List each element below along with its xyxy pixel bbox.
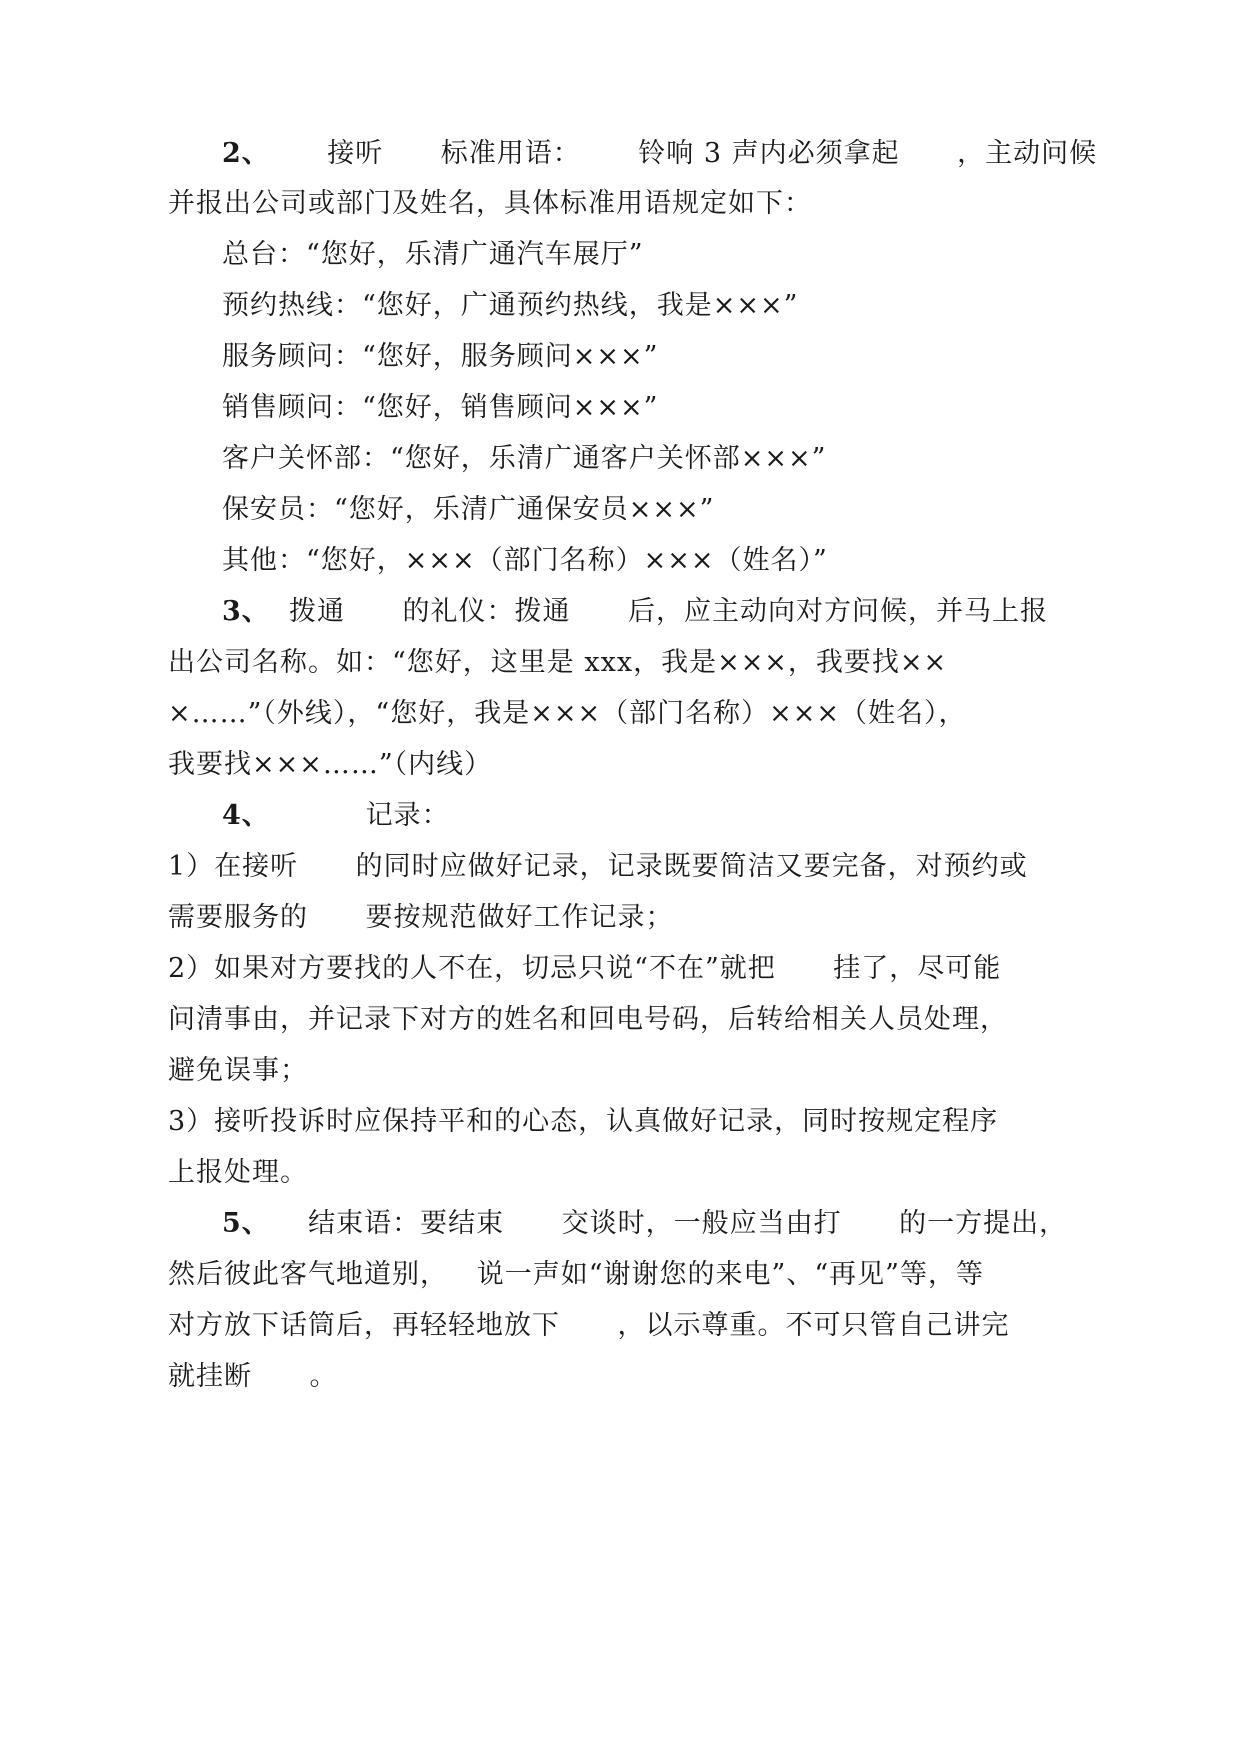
section-5-line-3: 对方放下话筒后，再轻轻地放下 ，以示尊重。不可只管自己讲完	[168, 1310, 1010, 1341]
section-5-line-2: 然后彼此客气地道别， 说一声如“谢谢您的来电”、“再见”等，等	[168, 1259, 984, 1290]
record-item-2-line-3: 避免误事；	[168, 1055, 308, 1086]
greeting-customer-care: 客户关怀部：“您好，乐清广通客户关怀部×××”	[222, 443, 827, 474]
greeting-service-advisor: 服务顾问：“您好，服务顾问×××”	[222, 341, 659, 372]
section-3-line-2: 出公司名称。如：“您好，这里是 xxx，我是×××，我要找××	[168, 647, 948, 678]
section-5-line-1: 结束语：要结束 交谈时，一般应当由打 的一方提出，	[308, 1208, 1068, 1239]
greeting-other: 其他：“您好，×××（部门名称）×××（姓名）”	[222, 545, 828, 576]
section-3-line-3: ×……”（外线），“您好，我是×××（部门名称）×××（姓名），	[168, 698, 967, 729]
record-item-2-line-2: 问清事由，并记录下对方的姓名和回电号码，后转给相关人员处理，	[168, 1004, 1008, 1035]
section-3-line-4: 我要找×××……”（内线）	[168, 749, 493, 780]
section-2-line-2: 并报出公司或部门及姓名，具体标准用语规定如下：	[168, 188, 812, 219]
greeting-front-desk: 总台：“您好，乐清广通汽车展厅”	[222, 239, 644, 270]
greeting-sales-advisor: 销售顾问：“您好，销售顾问×××”	[222, 392, 659, 423]
section-3-heading-line	[222, 594, 1048, 630]
section-3-number: 3、	[222, 596, 270, 627]
greeting-security: 保安员：“您好，乐清广通保安员×××”	[222, 494, 715, 525]
section-3-line-1: 拨通 的礼仪：拨通 后，应主动向对方问候，并马上报	[288, 596, 1048, 627]
record-item-2-line-1: 2）如果对方要找的人不在，切忌只说“不在”就把 挂了，尽可能	[168, 953, 1002, 984]
greeting-reservation-hotline: 预约热线：“您好，广通预约热线，我是×××”	[222, 290, 799, 321]
section-4-number: 4、	[222, 800, 270, 831]
record-item-3-line-1: 3）接听投诉时应保持平和的心态，认真做好记录，同时按规定程序	[168, 1106, 999, 1137]
section-5-number: 5、	[222, 1208, 270, 1239]
record-item-3-line-2: 上报处理。	[168, 1157, 308, 1188]
section-5-line-4: 就挂断 。	[168, 1361, 338, 1392]
section-5-heading-line	[222, 1206, 1067, 1242]
record-item-1-line-1: 1）在接听 的同时应做好记录，记录既要简洁又要完备，对预约或	[168, 851, 1028, 882]
section-4-title: 记录：	[365, 800, 450, 831]
section-2-heading-line	[222, 136, 1097, 172]
section-2-line-1: 接听 标准用语： 铃响 3 声内必须拿起 ，主动问候	[327, 138, 1098, 169]
section-2-number: 2、	[222, 138, 270, 169]
section-4-heading-line	[222, 798, 450, 834]
record-item-1-line-2: 需要服务的 要按规范做好工作记录；	[168, 902, 674, 933]
